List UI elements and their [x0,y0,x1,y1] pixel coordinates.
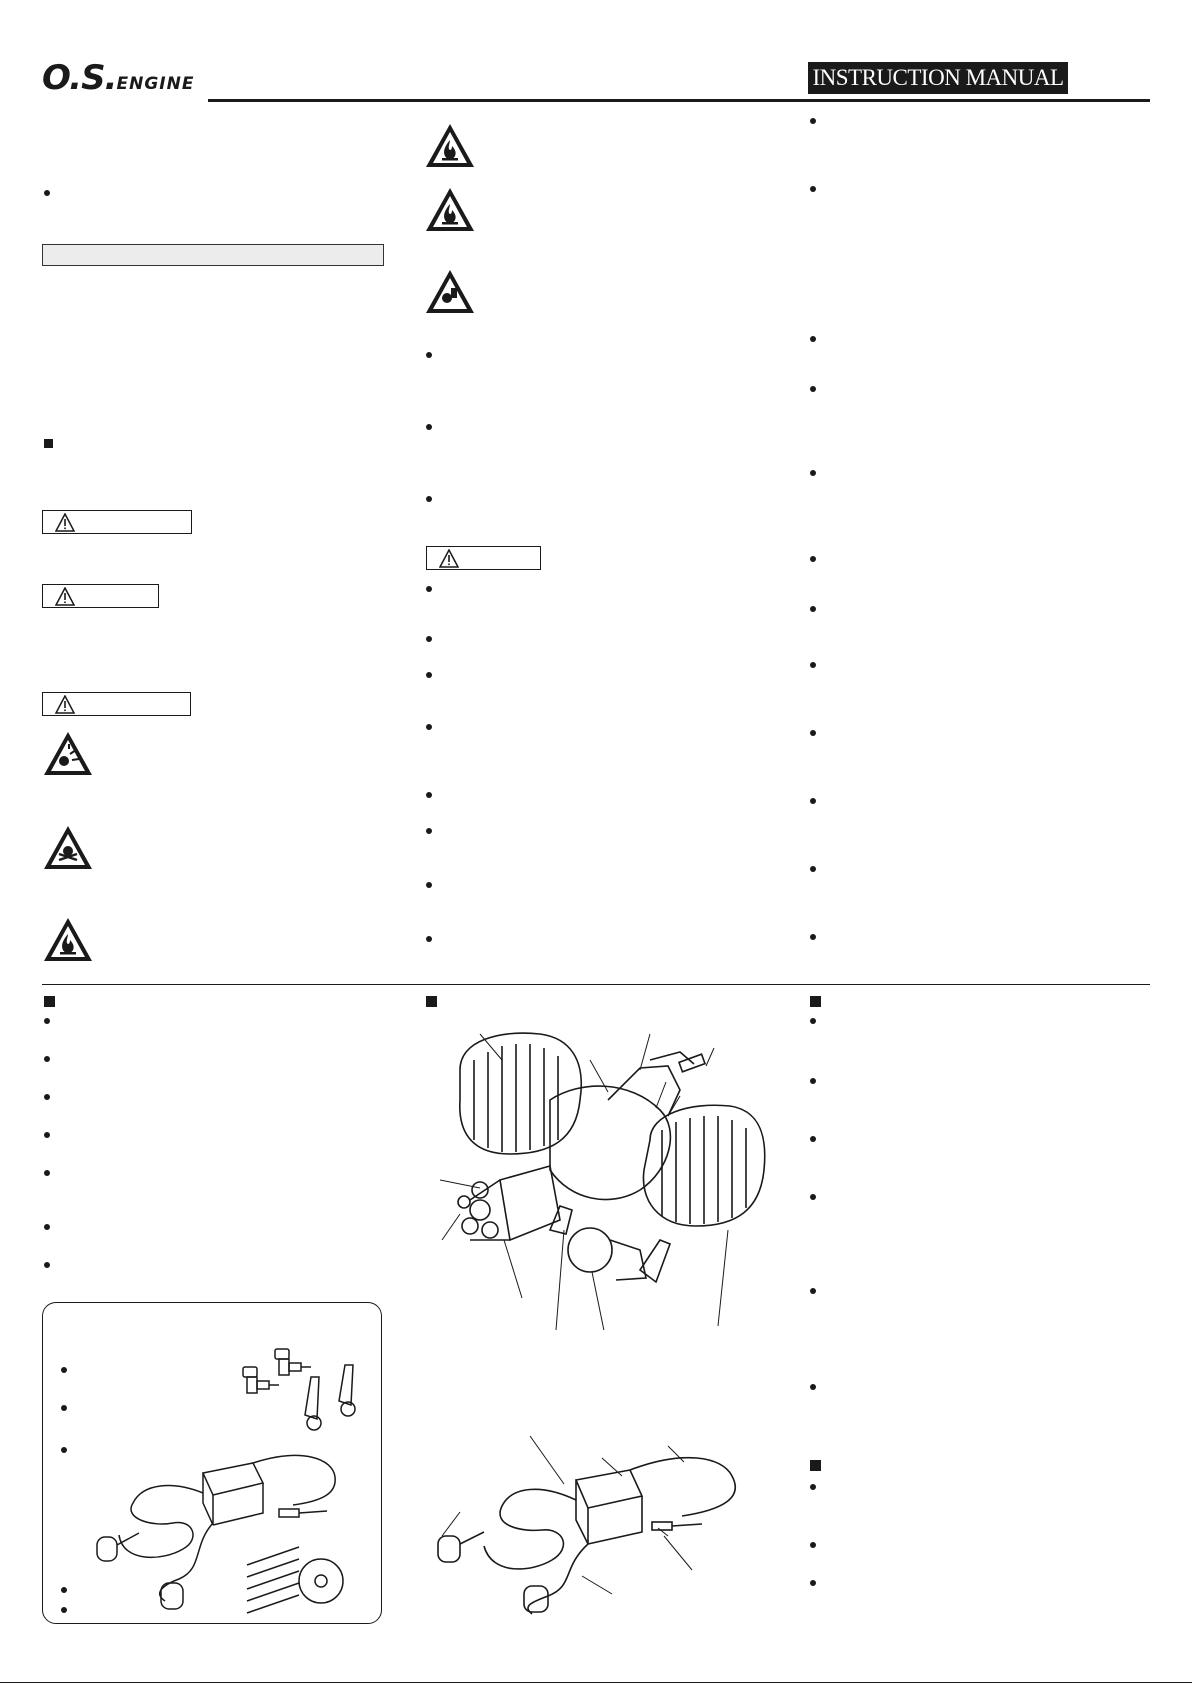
bullet [426,724,432,730]
bullet [61,1405,67,1411]
spark-plug-and-arm-drawing [235,1343,371,1439]
warning-triangle-icon [55,587,75,606]
bullet [44,1224,50,1230]
bullet [426,586,432,592]
bullet [810,1542,816,1548]
manual-title: INSTRUCTION MANUAL [808,62,1068,94]
warning-triangle-icon [55,513,75,532]
warning-label-box [426,546,541,570]
flammable-hazard-icon [42,916,94,964]
warning-label-box [42,584,159,608]
bullet [810,336,816,342]
section-marker [426,996,437,1007]
explosion-hazard-icon [424,268,476,316]
bullet [810,1288,816,1294]
fire-hazard-icon [424,122,476,170]
bullet [810,1078,816,1084]
bullet [44,1170,50,1176]
bullet [61,1367,67,1373]
footer-rule [0,1682,1192,1683]
bullet [44,1132,50,1138]
bullet [44,190,50,196]
ignition-module-labeled-drawing [432,1436,772,1616]
bullet [44,1262,50,1268]
section-marker [810,1460,821,1471]
bullet [810,866,816,872]
warning-label-box [42,692,191,716]
bullet [810,934,816,940]
warning-label-box [42,510,192,534]
bullet [810,386,816,392]
bullet [810,1194,816,1200]
included-parts-box [42,1302,382,1624]
bullet [810,118,816,124]
header-rule [208,99,1150,102]
engine-illustration [440,1030,780,1330]
bullet [810,730,816,736]
bullet [44,1056,50,1062]
bullet [810,1484,816,1490]
bullet [426,936,432,942]
bullet [426,424,432,430]
section-marker [44,439,53,448]
warning-triangle-icon [55,695,75,714]
bullet [44,1094,50,1100]
bullet [61,1607,67,1613]
bullet [810,1384,816,1390]
bullet [426,828,432,834]
section-divider [42,984,1150,985]
explosion-hazard-icon [42,730,94,778]
section-bar [42,244,384,266]
bullet [426,496,432,502]
bullet [61,1587,67,1593]
bullet [810,556,816,562]
bullet [810,470,816,476]
section-marker [44,996,55,1007]
bullet [810,798,816,804]
bullet [810,662,816,668]
warning-triangle-icon [439,549,459,568]
fire-hazard-icon [424,186,476,234]
bullet [44,1018,50,1024]
bullet [810,1136,816,1142]
toxic-hazard-icon [42,824,94,872]
bullet [61,1447,67,1453]
bullet [810,1580,816,1586]
bullet [426,352,432,358]
bullet [426,672,432,678]
brand-logo: O.S.ENGINE [42,58,195,98]
ignition-module-drawing [83,1453,373,1617]
bullet [810,1018,816,1024]
section-marker [810,996,821,1007]
bullet [426,882,432,888]
bullet [426,636,432,642]
bullet [426,792,432,798]
bullet [810,606,816,612]
bullet [810,186,816,192]
